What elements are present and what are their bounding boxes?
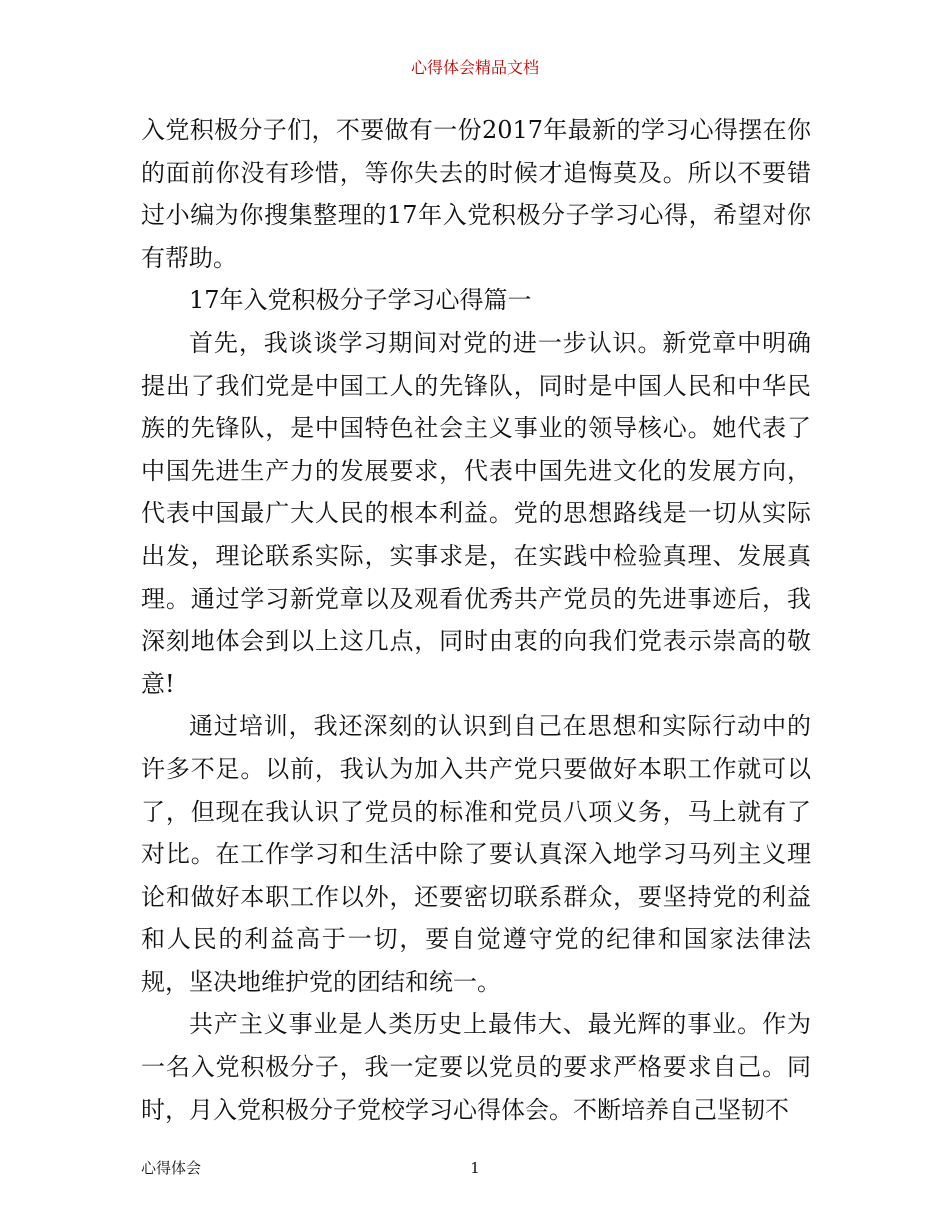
intro-paragraph: 入党积极分子们，不要做有一份2017年最新的学习心得摆在你的面前你没有珍惜，等你失去的时候才追悔莫及。所以不要错过小编为你搜集整理的17年入党积极分子学习心得，希望对你有帮助。 <box>141 116 811 272</box>
body-paragraph: 通过培训，我还深刻的认识到自己在思想和实际行动中的许多不足。以前，我认为加入共产党只要做好本职工作就可以了，但现在我认识了党员的标准和党员八项义务，马上就有了对比。在工作学习和生活中除了要认真深入地学习马列主义理论和做好本职工作以外，还要密切联系群众，要坚持党的利益和人民的利益高于一切，要自觉遵守党的纪律和国家法律法规，坚决地维护党的团结和统一。 <box>141 712 811 996</box>
page-number: 1 <box>470 1159 480 1177</box>
section-heading: 17年入党积极分子学习心得篇一 <box>189 286 532 315</box>
body-paragraph: 共产主义事业是人类历史上最伟大、最光辉的事业。作为一名入党积极分子，我一定要以党员的要求严格要求自己。同时，月入党积极分子党校学习心得体会。不断培养自己坚韧不 <box>141 1010 811 1124</box>
document-body <box>141 109 811 1131</box>
document-header-title: 心得体会精品文档 <box>410 58 539 77</box>
footer-label: 心得体会 <box>141 1159 202 1177</box>
body-paragraph: 首先，我谈谈学习期间对党的进一步认识。新党章中明确提出了我们党是中国工人的先锋队，同时是中国人民和中华民族的先锋队，是中国特色社会主义事业的领导核心。她代表了中国先进生产力的发展要求，代表中国先进文化的发展方向，代表中国最广大人民的根本利益。党的思想路线是一切从实际出发，理论联系实际，实事求是，在实践中检验真理、发展真理。通过学习新党章以及观看优秀共产党员的先进事迹后，我深刻地体会到以上这几点，同时由衷的向我们党表示崇高的敬意! <box>141 328 811 698</box>
